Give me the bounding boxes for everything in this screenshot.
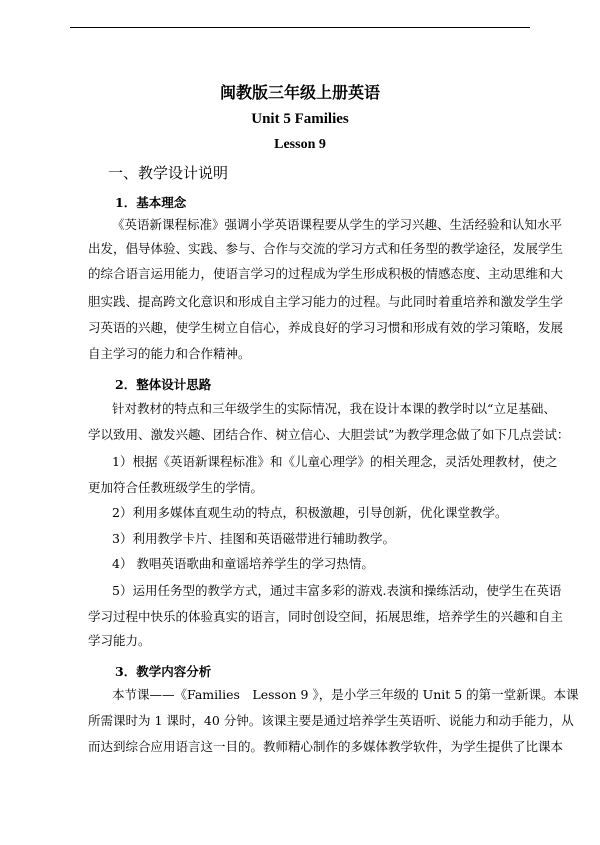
list-item-5-continued: 学习能力。 <box>88 633 151 648</box>
list-item-1-continued: 更加符合任教班级学生的学情。 <box>88 480 264 495</box>
paragraph-line: 本节课——《Families Lesson 9 》，是小学三年级的 Unit 5 的第一堂新课。本课 <box>112 687 579 702</box>
subheading-overall-design: 2．整体设计思路 <box>115 377 212 392</box>
paragraph-line: 出发，倡导体验、实践、参与、合作与交流的学习方式和任务型的教学途径，发展学生 <box>88 241 564 256</box>
paragraph-line: 《英语新课程标准》强调小学英语课程要从学生的学习兴趣、生活经验和认知水平 <box>112 217 563 232</box>
paragraph-line: 学以致用、激发兴趣、团结合作、树立信心、大胆尝试”为教学理念做了如下几点尝试： <box>88 427 570 442</box>
list-item-5-continued: 学习过程中快乐的体验真实的语言，同时创设空间，拓展思维，培养学生的兴趣和自主 <box>88 609 564 624</box>
paragraph-line: 所需课时为 1 课时，40 分钟。该课主要是通过培养学生英语听、说能力和动手能力，从 <box>88 713 574 728</box>
unit-title: Unit 5 Families <box>251 111 349 127</box>
list-item-3: 3）利用教学卡片、挂图和英语磁带进行辅助教学。 <box>112 531 395 546</box>
section-heading-design-notes: 一、教学设计说明 <box>108 164 229 182</box>
paragraph-line: 胆实践、提高跨文化意识和形成自主学习能力的过程。与此同时着重培养和激发学生学 <box>88 294 564 309</box>
list-item-4: 4） 教唱英语歌曲和童谣培养学生的学习热情。 <box>112 556 374 571</box>
subheading-content-analysis: 3．教学内容分析 <box>115 664 212 679</box>
document-title: 闽教版三年级上册英语 <box>219 83 380 102</box>
paragraph-line: 自主学习的能力和合作精神。 <box>88 346 251 361</box>
list-item-2: 2）利用多媒体直观生动的特点，积极激趣，引导创新，优化课堂教学。 <box>112 505 508 520</box>
list-item-5: 5）运用任务型的教学方式，通过丰富多彩的游戏.表演和操练活动，使学生在英语 <box>112 583 562 598</box>
paragraph-line: 的综合语言运用能力，使语言学习的过程成为学生形成积极的情感态度、主动思维和大 <box>88 266 564 281</box>
lesson-title: Lesson 9 <box>274 137 326 152</box>
paragraph-line: 而达到综合应用语言这一目的。教师精心制作的多媒体教学软件，为学生提供了比课本 <box>88 739 564 754</box>
list-item-1: 1）根据《英语新课程标准》和《儿童心理学》的相关理念，灵活处理教材，使之 <box>112 454 558 469</box>
paragraph-line: 针对教材的特点和三年级学生的实际情况，我在设计本课的教学时以“立足基础、 <box>112 401 556 416</box>
header-rule <box>70 27 530 28</box>
subheading-basic-concept: 1．基本理念 <box>115 195 187 210</box>
paragraph-line: 习英语的兴趣，使学生树立自信心，养成良好的学习习惯和形成有效的学习策略，发展 <box>88 320 564 335</box>
